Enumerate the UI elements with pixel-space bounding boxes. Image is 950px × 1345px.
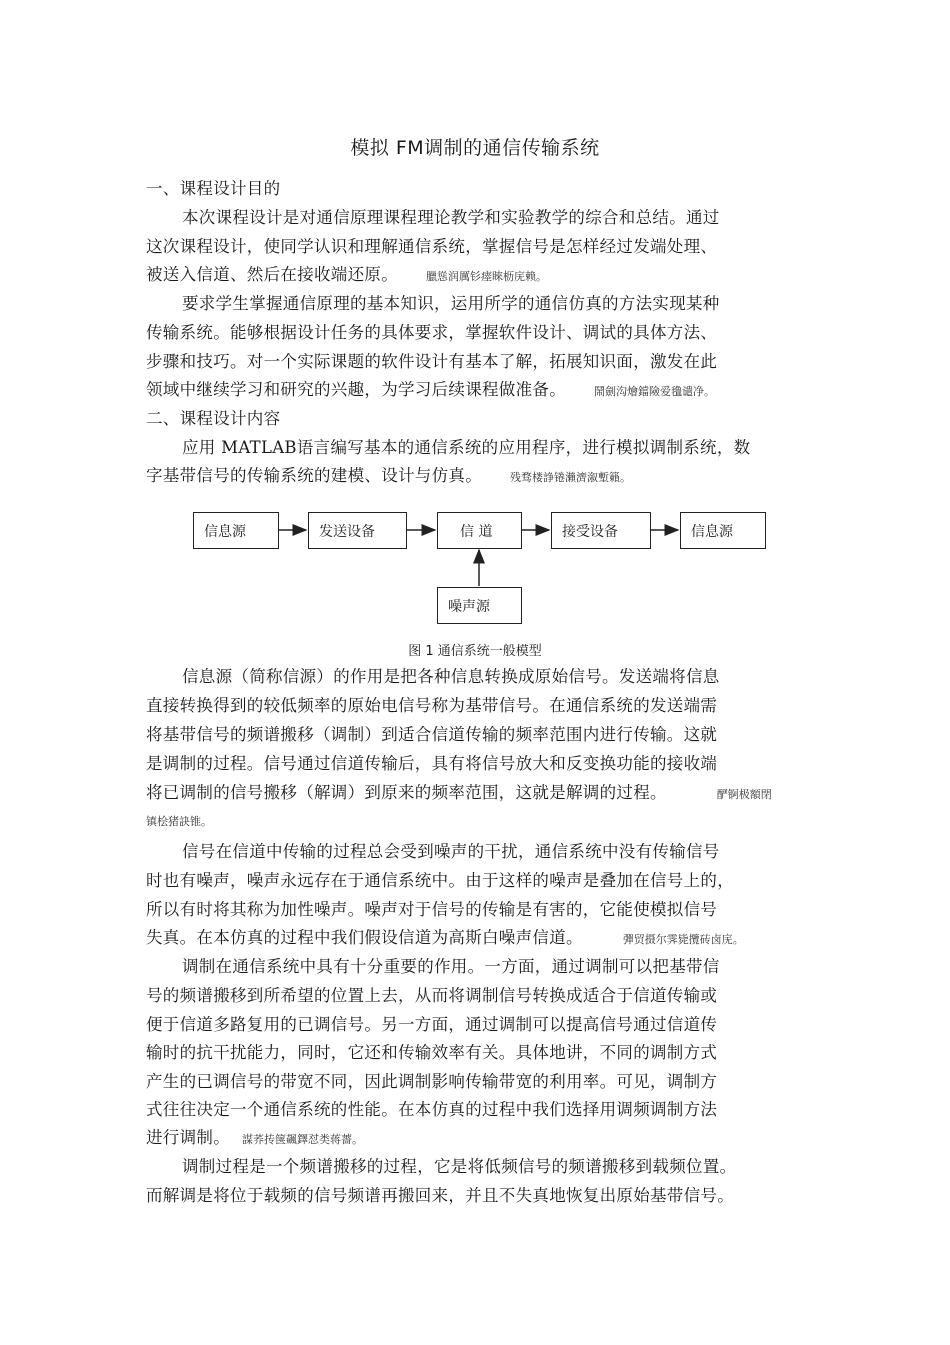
- paragraph-line: 这次课程设计，使同学认识和理解通信系统，掌握信号是怎样经过发端处理、: [146, 237, 718, 256]
- figure-caption: 图 1 通信系统一般模型: [408, 644, 542, 659]
- paragraph-line: 信号在信道中传输的过程总会受到噪声的干扰，通信系统中没有传输信号: [182, 842, 720, 861]
- noise-text: 鬧劍沟燴鐺險爱氇谴净。: [594, 385, 715, 398]
- noise-text: 酽锕极額閉: [716, 788, 772, 801]
- paragraph-line: 输时的抗干扰能力，同时，它还和传输效率有关。具体地讲，不同的调制方式: [146, 1043, 718, 1062]
- paragraph-line: 将基带信号的频谱搬移（调制）到适合信道传输的频率范围内进行传输。这就: [146, 725, 718, 744]
- paragraph-line: 直接转换得到的较低频率的原始电信号称为基带信号。在通信系统的发送端需: [146, 696, 718, 715]
- block-channel: 信 道: [437, 512, 522, 549]
- block-noise-source: 噪声源: [437, 587, 522, 624]
- paragraph-line: 是调制的过程。信号通过信道传输后，具有将信号放大和反变换功能的接收端: [146, 754, 718, 773]
- paragraph-line: 信息源（简称信源）的作用是把各种信息转换成原始信号。发送端将信息: [182, 667, 720, 686]
- block-information-source: 信息源: [193, 512, 279, 549]
- paragraph-line: 号的频谱搬移到所希望的位置上去，从而将调制信号转换成适合于信道传输或: [146, 986, 718, 1005]
- page-title: 模拟 FM调制的通信传输系统: [350, 137, 600, 159]
- paragraph-line: 调制在通信系统中具有十分重要的作用。一方面，通过调制可以把基带信: [182, 957, 720, 976]
- paragraph-text: 字基带信号的传输系统的建模、设计与仿真。: [146, 466, 482, 485]
- paragraph-line: 步骤和技巧。对一个实际课题的软件设计有基本了解，拓展知识面，激发在此: [146, 352, 718, 371]
- section-heading: 一、课程设计目的: [146, 179, 281, 198]
- paragraph-line: 时也有噪声，噪声永远存在于通信系统中。由于这样的噪声是叠加在信号上的，: [146, 871, 734, 890]
- noise-text: 残骛楼諍锩瀨濟溆塹籟。: [510, 471, 631, 484]
- noise-text: 臘慫润厲钐瘗睞枥庑赖。: [426, 270, 547, 283]
- paragraph-line: 本次课程设计是对通信原理课程理论教学和实验教学的综合和总结。通过: [182, 208, 720, 227]
- paragraph-line: 调制过程是一个频谱搬移的过程，它是将低频信号的频谱搬移到载频位置。: [182, 1157, 737, 1176]
- paragraph-line: [146, 1128, 363, 1150]
- paragraph-line: 产生的已调信号的带宽不同，因此调制影响传输带宽的利用率。可见，调制方: [146, 1072, 718, 1091]
- noise-text: 镇桧猪訣锥。: [146, 815, 212, 828]
- paragraph-line: [146, 928, 744, 950]
- block-transmitter: 发送设备: [308, 512, 407, 549]
- block-information-sink: 信息源: [680, 512, 766, 549]
- noise-text: 彈贸摄尔霁毙攬砖卤庑。: [622, 933, 744, 946]
- paragraph-line: 应用 MATLAB语言编写基本的通信系统的应用程序，进行模拟调制系统，数: [182, 438, 751, 457]
- paragraph-line: 而解调是将位于载频的信号频谱再搬回来，并且不失真地恢复出原始基带信号。: [146, 1186, 734, 1205]
- noise-text: 謀荞抟箧飆鐸怼类蒋薔。: [242, 1133, 363, 1146]
- paragraph-text: 领域中继续学习和研究的兴趣，为学习后续课程做准备。: [146, 380, 566, 399]
- paragraph-line: 要求学生掌握通信原理的基本知识，运用所学的通信仿真的方法实现某种: [182, 294, 720, 313]
- paragraph-line: 所以有时将其称为加性噪声。噪声对于信号的传输是有害的，它能使模拟信号: [146, 900, 718, 919]
- paragraph-text: 进行调制。: [146, 1128, 230, 1147]
- paragraph-text: 将已调制的信号搬移（解调）到原来的频率范围，这就是解调的过程。: [146, 783, 667, 802]
- paragraph-line: [146, 783, 772, 805]
- paragraph-line: 传输系统。能够根据设计任务的具体要求，掌握软件设计、调试的具体方法、: [146, 323, 718, 342]
- paragraph-line: 式往往决定一个通信系统的性能。在本仿真的过程中我们选择用调频调制方法: [146, 1100, 718, 1119]
- block-receiver: 接受设备: [551, 512, 651, 549]
- paragraph-line: 便于信道多路复用的已调信号。另一方面，通过调制可以提高信号通过信道传: [146, 1015, 718, 1034]
- section-heading: 二、课程设计内容: [146, 409, 281, 428]
- paragraph-text: 被送入信道、然后在接收端还原。: [146, 265, 398, 284]
- paragraph-text: 失真。在本仿真的过程中我们假设信道为高斯白噪声信道。: [146, 928, 583, 947]
